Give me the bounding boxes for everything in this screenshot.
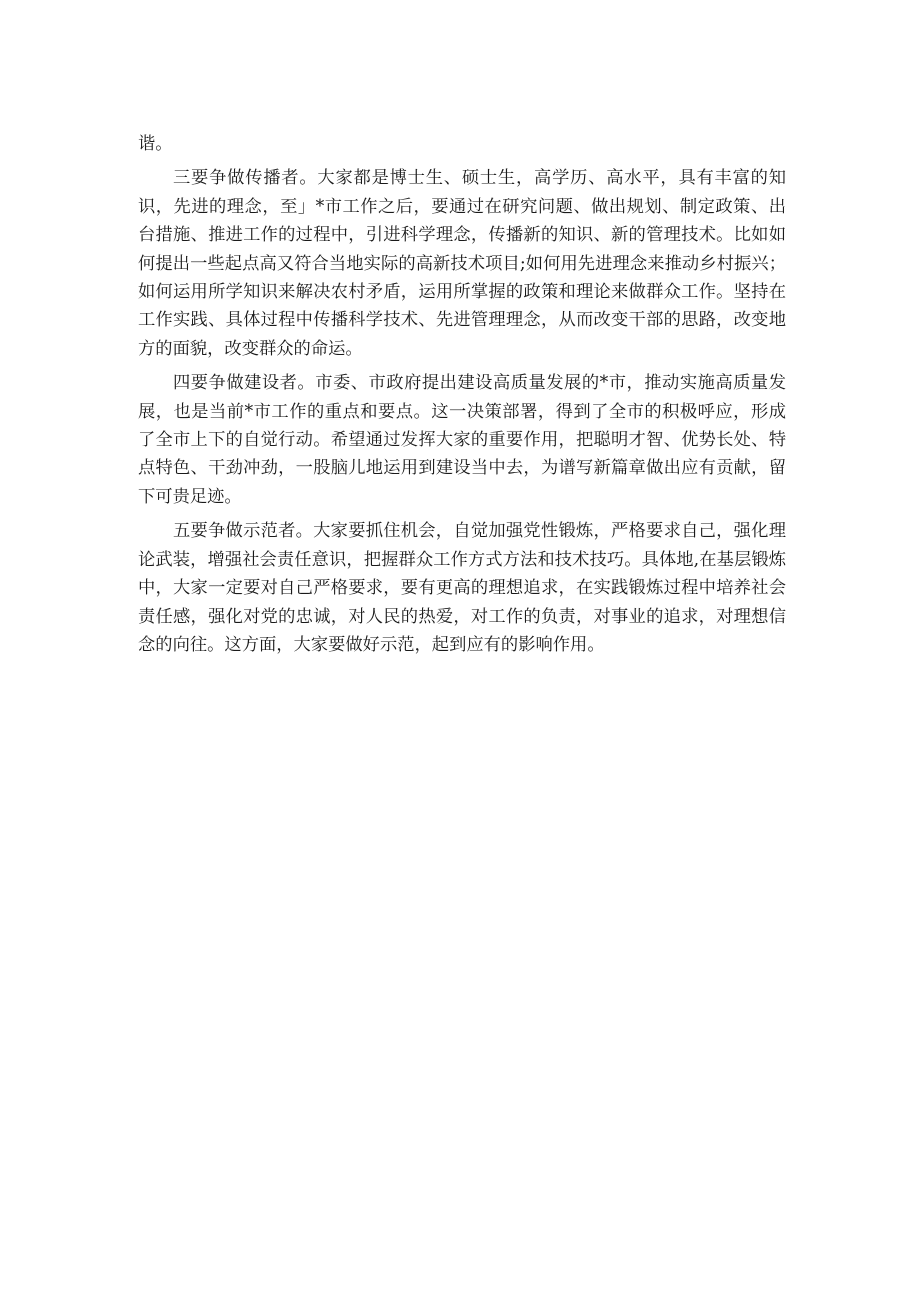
- paragraph-disseminator: 三要争做传播者。大家都是博士生、硕士生，高学历、高水平，具有丰富的知识，先进的理念，至」*市工作之后，要通过在研究问题、做出规划、制定政策、出台措施、推进工作的过程中，引进科学理念，传播新的知识、新的管理技术。比如如何提出一些起点高又符合当地实际的高新技术项目;如何用先进理念来推动乡村振兴；如何运用所学知识来解决农村矛盾，运用所掌握的政策和理论来做群众工作。坚持在工作实践、具体过程中传播科学技术、先进管理理念，从而改变干部的思路，改变地方的面貌，改变群众的命运。: [138, 168, 786, 359]
- paragraph-exemplar: 五要争做示范者。大家要抓住机会，自觉加强党性锻炼，严格要求自己，强化理论武装，增强社会责任意识，把握群众工作方式方法和技术技巧。具体地,在基层锻炼中，大家一定要对自己严格要求，要有更高的理想追求，在实践锻炼过程中培养社会责任感，强化对党的忠诚，对人民的热爱，对工作的负责，对事业的追求，对理想信念的向往。这方面，大家要做好示范，起到应有的影响作用。: [138, 521, 786, 655]
- document-body: [138, 130, 786, 659]
- paragraph-builder: 四要争做建设者。市委、市政府提出建设高质量发展的*市，推动实施高质量发展，也是当前*市工作的重点和要点。这一决策部署，得到了全市的积极呼应，形成了全市上下的自觉行动。希望通过发挥大家的重要作用，把聪明才智、优势长处、特点特色、干劲冲劲，一股脑儿地运用到建设当中去，为谱写新篇章做出应有贡献，留下可贵足迹。: [138, 373, 786, 507]
- paragraph-continuation: 谐。: [138, 134, 173, 154]
